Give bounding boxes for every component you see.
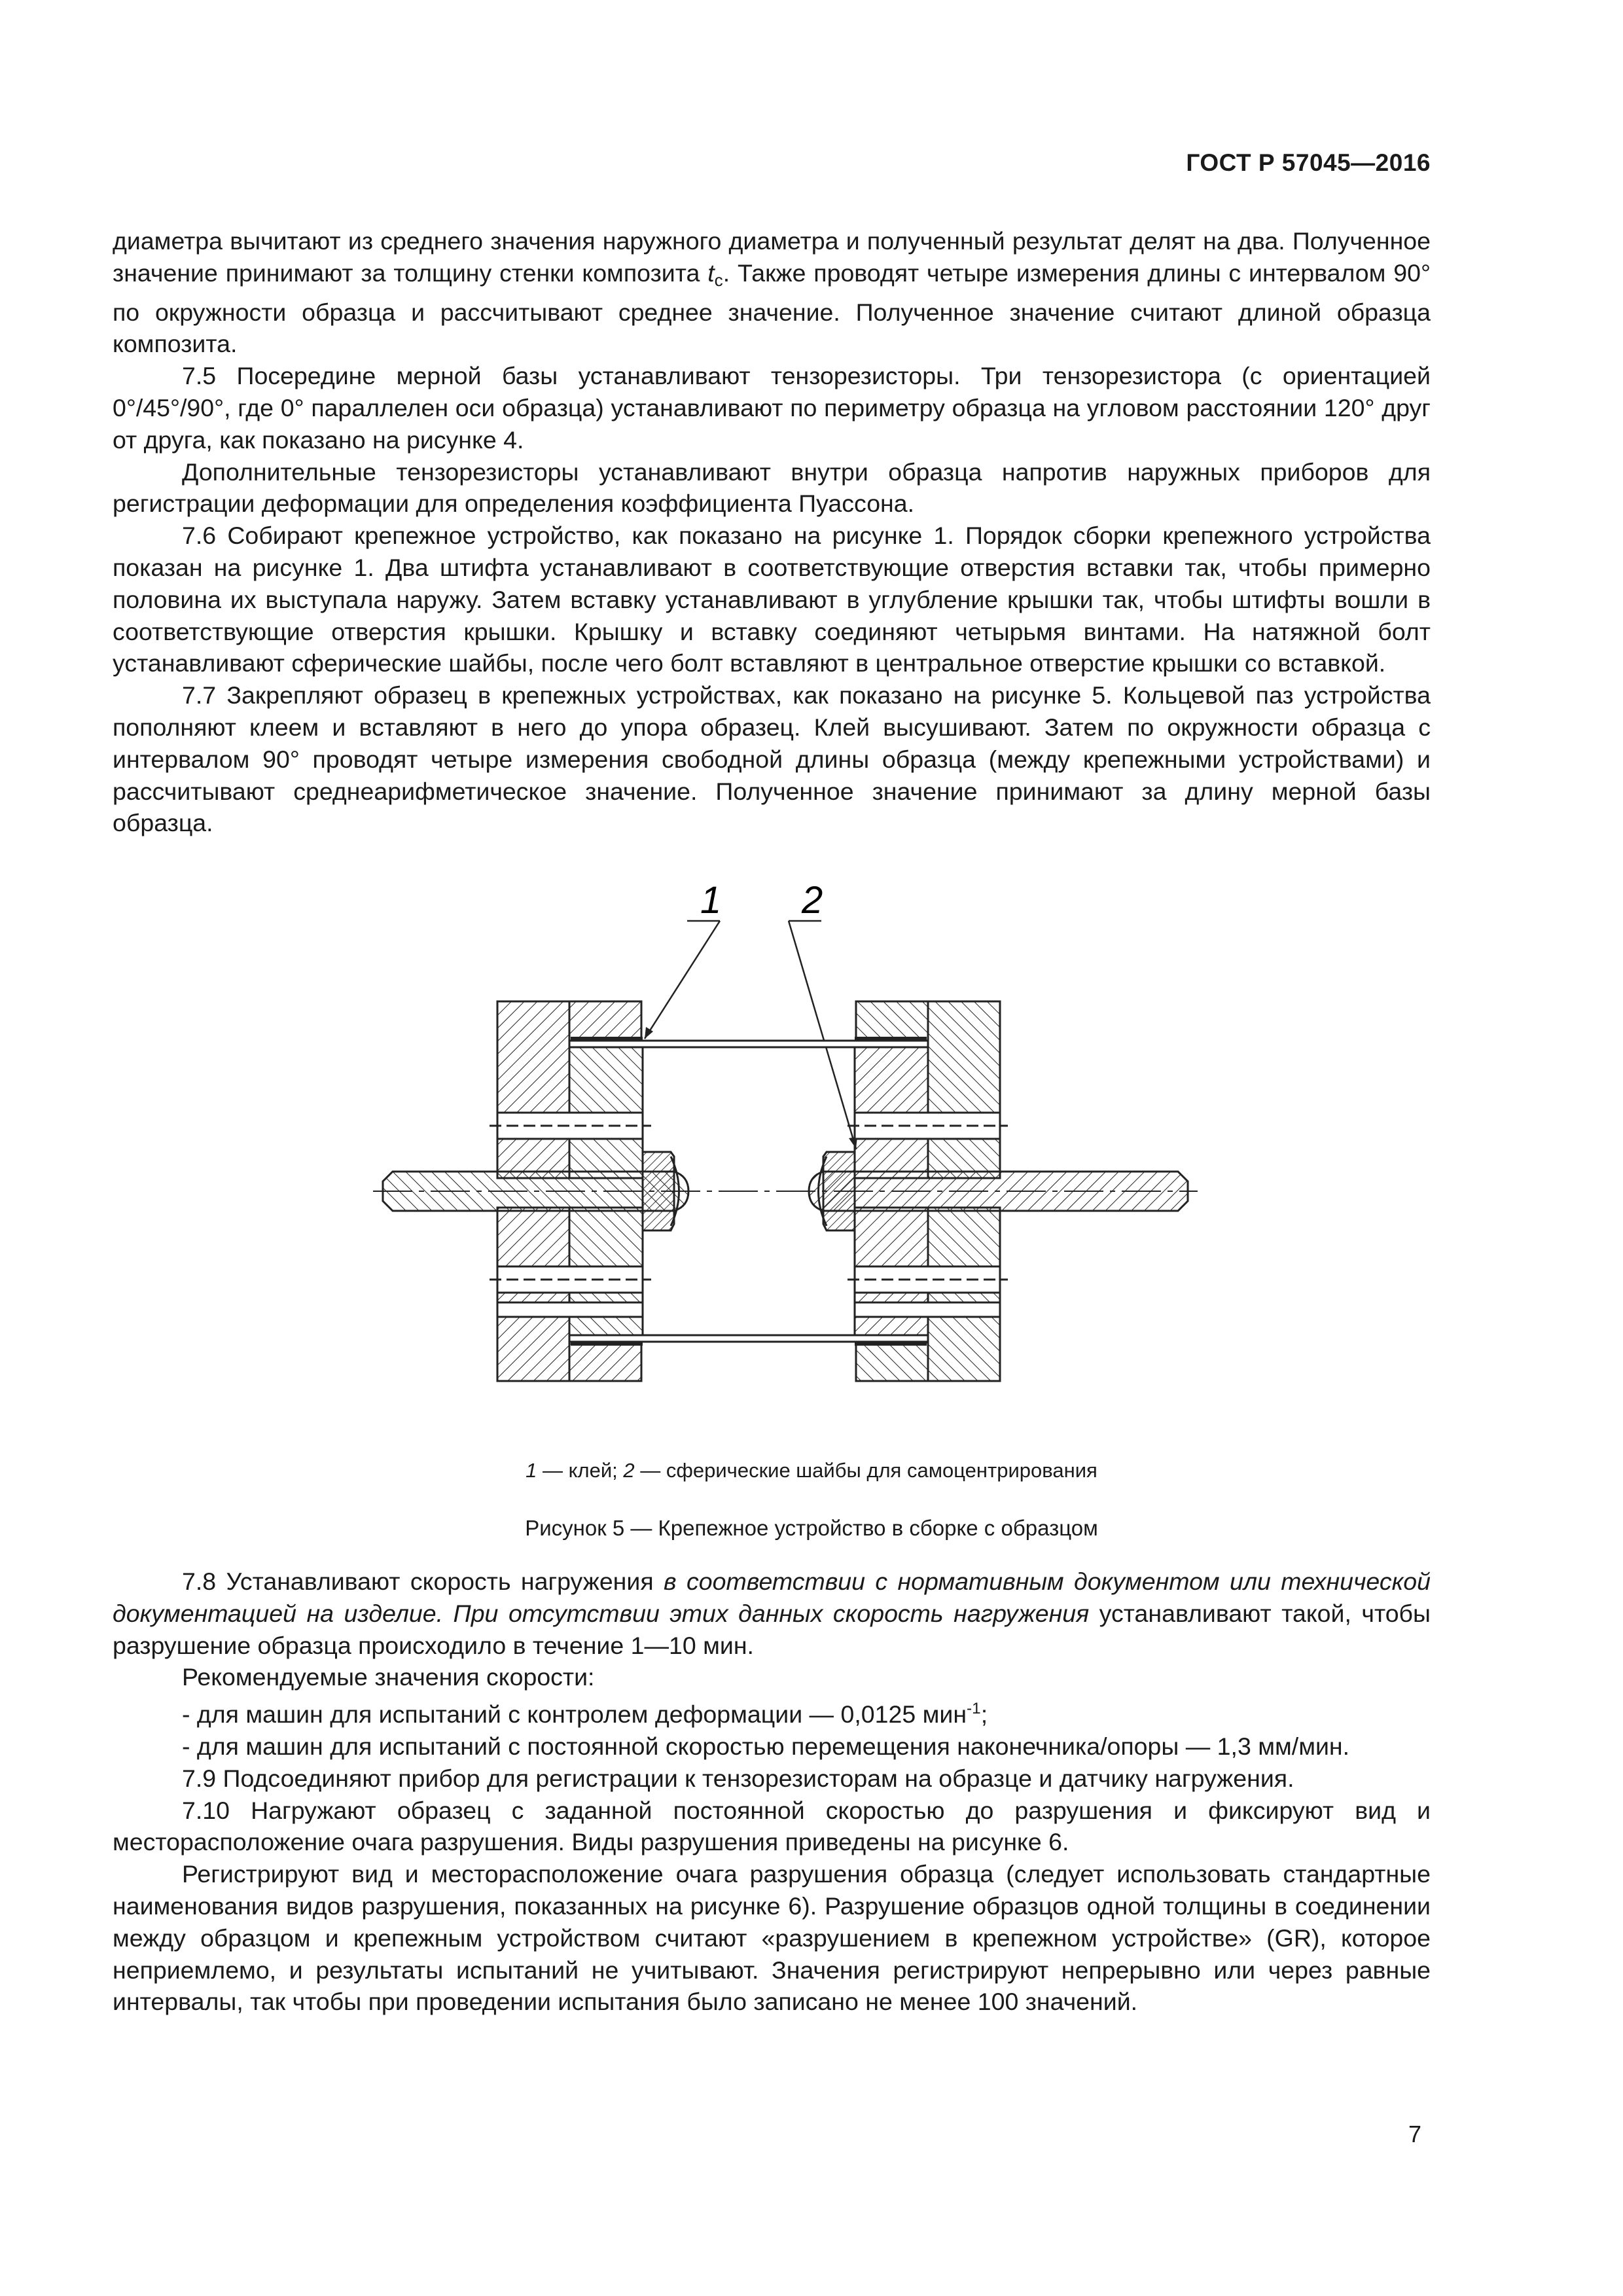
wall-thickness-symbol: t xyxy=(707,259,715,287)
document-header: ГОСТ Р 57045—2016 xyxy=(1186,149,1431,176)
leader-line-1 xyxy=(645,921,720,1039)
paragraph-7-5: 7.5 Посередине мерной базы устанавливают тензорезисторы. Три тензорезистора (с ориентацией 0°/45°/90°, где 0° параллелен оси образца) устанавливают по периметру образца на угловом расстоянии 120° друг от друга, как показано на рисунке 4. xyxy=(113,362,1431,454)
paragraph: Регистрируют вид и месторасположение очага разрушения образца (следует использовать стандартные наименования видов разрушения, показанных на рисунке 6). Разрушение образцов одной толщины в соединении между образцом и крепежным устройством считают «разрушением в крепежном устройстве» (GR), которое неприемлемо, и результаты испытаний не учитывают. Значения регистрируют непрерывно или через равные интервалы, так чтобы при проведении испытания было записано не менее 100 значений. xyxy=(113,1860,1431,2016)
body-text-bottom xyxy=(113,1566,1431,2018)
paragraph: Рекомендуемые значения скорости: xyxy=(182,1663,595,1691)
figure-5-drawing xyxy=(366,874,1204,1489)
paragraph-7-6: 7.6 Собирают крепежное устройство, как показано на рисунке 1. Порядок сборки крепежного устройства показан на рисунке 1. Два штифта устанавливают в соответствующие отверстия вставки так, чтобы примерно половина их выступала наружу. Затем вставку устанавливают в углубление крышки так, чтобы штифты вошли в соответствующие отверстия крышки. Крышку и вставку соединяют четырьмя винтами. На натяжной болт устанавливают сферические шайбы, после чего болт вставляют в центральное отверстие крышки со вставкой. xyxy=(113,522,1431,677)
paragraph-7-9: 7.9 Подсоединяют прибор для регистрации к тензорезисторам на образце и датчику нагружения. xyxy=(182,1764,1294,1792)
paragraph: Дополнительные тензорезисторы устанавливают внутри образца напротив наружных приборов для регистрации деформации для определения коэффициента Пуассона. xyxy=(113,457,1431,518)
callout-1-label: 1 xyxy=(700,879,722,922)
paragraph-7-8: 7.8 Устанавливают скорость нагружения в соответствии с нормативным документом или технической документацией на изделие. При отсутствии этих данных скорость нагружения устанавливают такой, чтобы разрушение образца происходило в течение 1—10 мин. xyxy=(113,1568,1431,1659)
callout-2-label: 2 xyxy=(802,879,823,922)
page-number: 7 xyxy=(1408,2121,1421,2147)
paragraph: диаметра вычитают из среднего значения наружного диаметра и полученный результат делят на два. Полученное значение принимают за толщину стенки композита $t_c$. Также проводят четыре измерения длины с интервалом 90° по окружности образца и рассчитывают среднее значение. Полученное значение считают длиной образца композита. xyxy=(113,227,1431,358)
paragraph-7-10: 7.10 Нагружают образец с заданной постоянной скоростью до разрушения и фиксируют вид и месторасположение очага разрушения. Виды разрушения приведены на рисунке 6. xyxy=(113,1796,1431,1856)
figure-caption: Рисунок 5 — Крепежное устройство в сборке с образцом xyxy=(525,1516,1098,1540)
paragraph-7-7: 7.7 Закрепляют образец в крепежных устройствах, как показано на рисунке 5. Кольцевой паз устройства пополняют клеем и вставляют в него до упора образец. Клей высушивают. Затем по окружности образца с интервалом 90° проводят четыре измерения свободной длины образца (между крепежными устройствами) и рассчитывают среднеарифметическое значение. Полученное значение принимают за длину мерной базы образца. xyxy=(113,681,1431,837)
leader-line-2 xyxy=(789,921,857,1149)
figure-legend: 1 — клей; 2 — сферические шайбы для самоцентрирования xyxy=(526,1459,1097,1482)
body-text-top xyxy=(113,225,1431,839)
list-item: - для машин для испытаний с контролем деформации — 0,0125 мин$^{-1}$; xyxy=(182,1700,988,1729)
list-item: - для машин для испытаний с постоянной скоростью перемещения наконечника/опоры — 1,3 мм/мин. xyxy=(182,1732,1350,1760)
